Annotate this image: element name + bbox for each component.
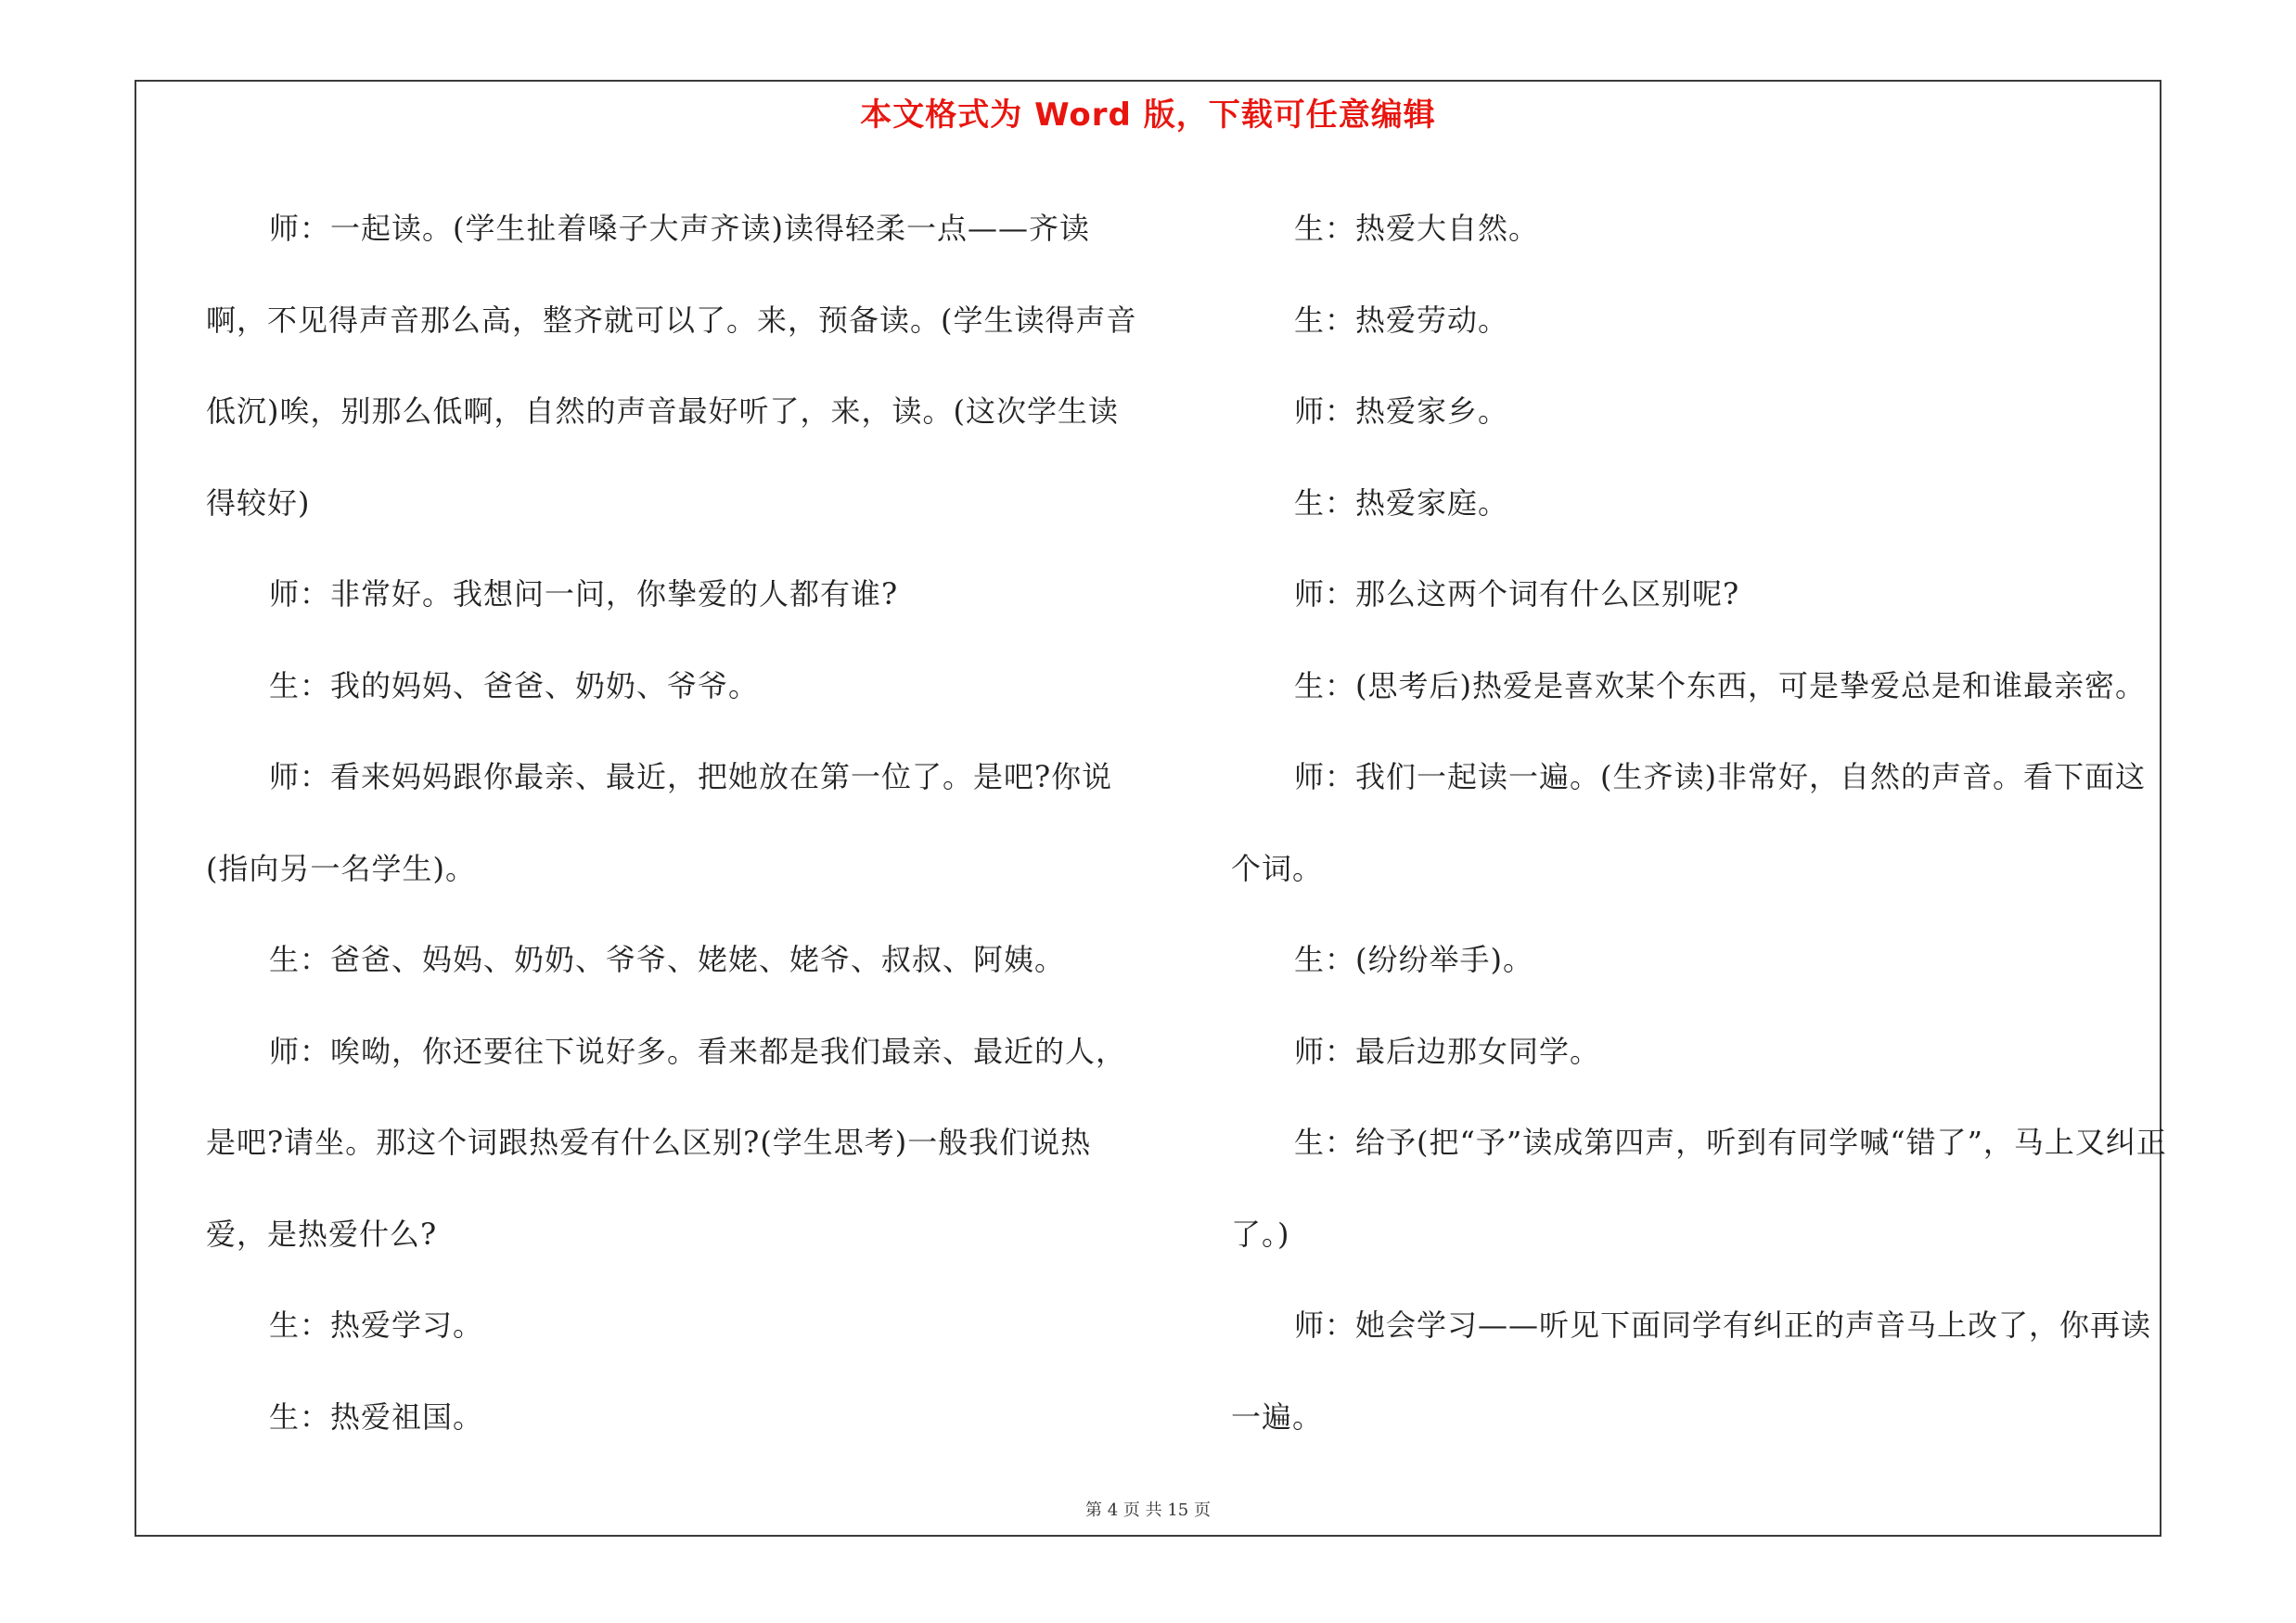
paragraph: 师：热爱家乡。: [1294, 393, 1509, 429]
paragraph: 生：(纷纷举手)。: [1294, 942, 1533, 977]
paragraph: 师：她会学习——听见下面同学有纠正的声音马上改了，你再读一遍。: [1231, 1307, 2152, 1435]
paragraph: 生：热爱家庭。: [1294, 484, 1509, 521]
page-number-footer: 第 4 页 共 15 页: [1085, 1501, 1211, 1520]
paragraph: 师：唉呦，你还要往下说好多。看来都是我们最亲、最近的人，是吧?请坐。那这个词跟热爱有什么区别?(学生思考)一般我们说热爱，是热爱什么?: [206, 1033, 1127, 1252]
paragraph: 师：看来妈妈跟你最亲、最近，把她放在第一位了。是吧?你说(指向另一名学生)。: [206, 759, 1113, 886]
paragraph: 生：热爱大自然。: [1294, 211, 1540, 246]
paragraph: 生：给予(把“予”读成第四声，听到有同学喊“错了”，马上又纠正了。): [1231, 1125, 2167, 1252]
paragraph: 师：我们一起读一遍。(生齐读)非常好，自然的声音。看下面这个词。: [1231, 759, 2146, 886]
paragraph: 师：一起读。(学生扯着嗓子大声齐读)读得轻柔一点——齐读啊，不见得声音那么高，整齐就可以了。来，预备读。(学生读得声音低沉)唉，别那么低啊，自然的声音最好听了，来，读。(这次学生读得较好): [206, 211, 1137, 521]
paragraph: 师：那么这两个词有什么区别呢?: [1294, 576, 1740, 612]
paragraph: 生：(思考后)热爱是喜欢某个东西，可是挚爱总是和谁最亲密。: [1294, 667, 2146, 703]
paragraph: 生：我的妈妈、爸爸、奶奶、爷爷。: [269, 667, 760, 703]
paragraph: 生：热爱劳动。: [1294, 302, 1509, 338]
paragraph: 师：最后边那女同学。: [1294, 1033, 1601, 1069]
paragraph: 生：热爱学习。: [269, 1307, 484, 1343]
left-column: [206, 183, 1143, 1462]
paragraph: 生：爸爸、妈妈、奶奶、爷爷、姥姥、姥爷、叔叔、阿姨。: [269, 942, 1066, 977]
paragraph: 生：热爱祖国。: [269, 1398, 484, 1435]
header-banner: 本文格式为 Word 版，下载可任意编辑: [860, 97, 1436, 134]
right-column: [1231, 183, 2168, 1462]
paragraph: 师：非常好。我想问一问，你挚爱的人都有谁?: [269, 576, 899, 612]
